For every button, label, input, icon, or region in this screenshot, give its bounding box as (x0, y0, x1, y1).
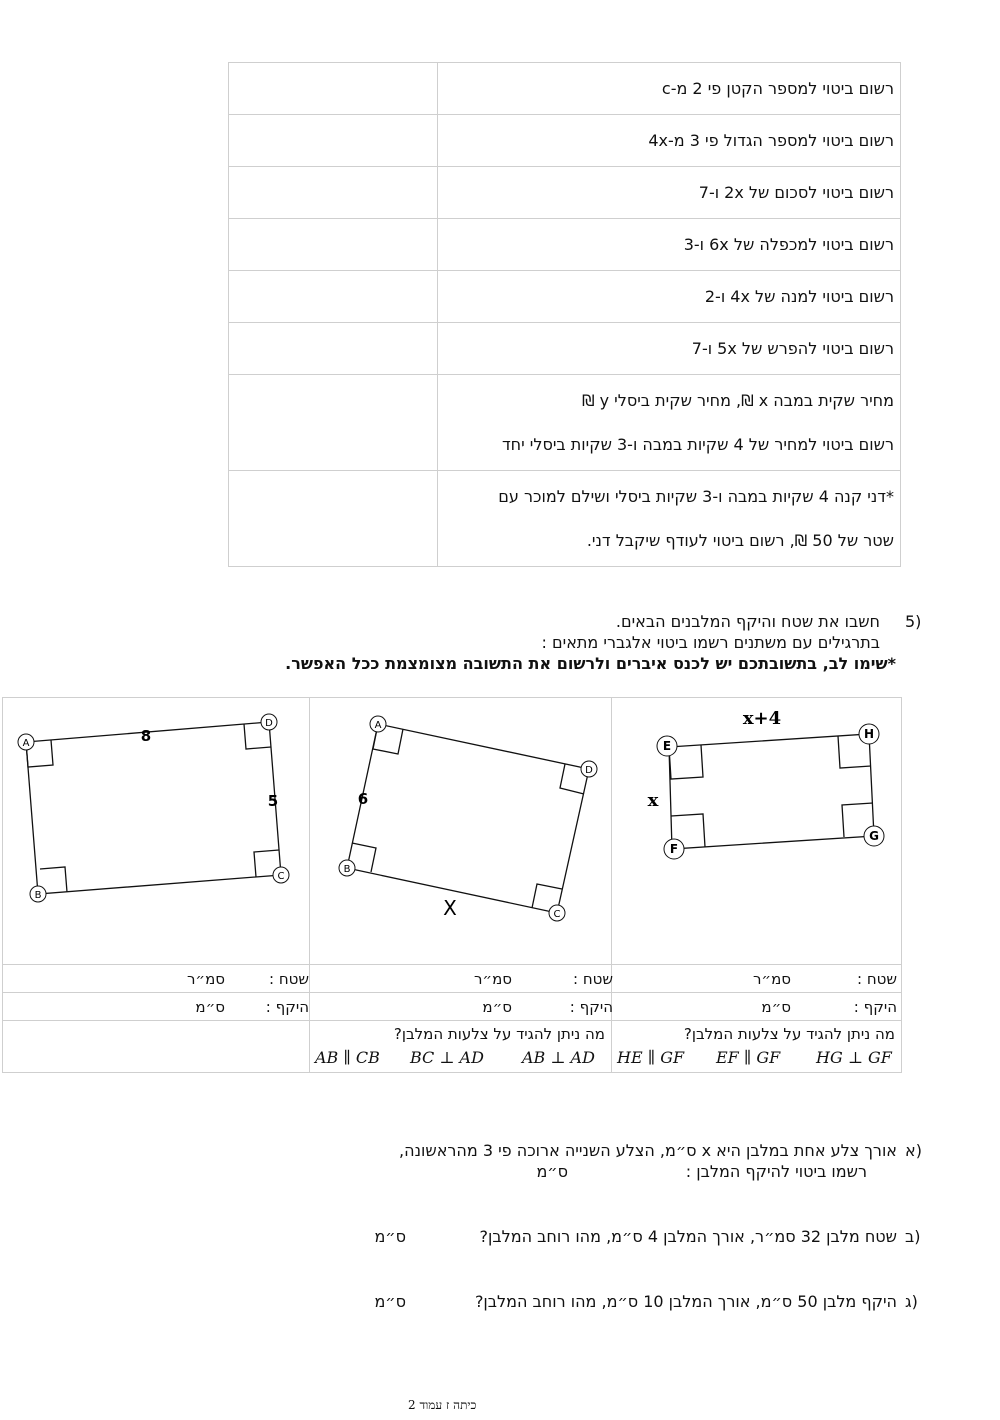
perimeter-unit: ס״מ (482, 998, 512, 1016)
relation-3: AB ⊥ AD (522, 1048, 595, 1067)
vertex-label-g: G (869, 829, 879, 843)
side-label-top: x+4 (742, 708, 782, 729)
sub-question-a-line2: רשמו ביטוי להיקף המלבן : (685, 1162, 867, 1181)
question-cell: רשום ביטוי לסכום של 2x ו-7 (438, 167, 901, 219)
section-title: חשבו את שטח והיקף המלבנים הבאים. (615, 612, 880, 631)
vertex-label-d: D (585, 765, 593, 776)
table-row (229, 167, 901, 219)
area-unit: סמ״ר (186, 970, 225, 988)
area-row (3, 965, 902, 993)
table-row (229, 271, 901, 323)
sides-cell-left[interactable] (3, 1021, 310, 1073)
side-label-left: 6 (357, 790, 369, 808)
vertex-label-d: D (265, 718, 273, 729)
table-row (229, 115, 901, 167)
sub-question-c-text: היקף מלבן 50 ס״מ, אורך המלבן 10 ס״מ, מהו רוחב המלבן? (474, 1292, 897, 1311)
perimeter-row (3, 993, 902, 1021)
question-cell: רשום ביטוי למכפלה של 6x ו-3 (438, 219, 901, 271)
rectangle-figure-left (3, 698, 309, 964)
answer-cell[interactable] (229, 375, 438, 471)
relation-1: HE ∥ GF (617, 1048, 685, 1067)
perimeter-label: היקף : (265, 998, 309, 1016)
section-note: *שימו לב, בתשובתכם יש לכנס איברים ולרשום את התשובה מצומצמת ככל האפשר. (285, 654, 896, 673)
figure-cell-right (612, 698, 902, 965)
sub-question-letter-c: ג) (905, 1292, 918, 1311)
area-unit: סמ״ר (752, 970, 791, 988)
question-number: 5) (905, 612, 922, 631)
sub-question-b-unit: ס״מ (374, 1227, 406, 1246)
vertex-label-b: B (34, 890, 42, 901)
side-label-left: x (647, 790, 659, 811)
vertex-label-e: E (662, 739, 672, 753)
answer-cell[interactable] (229, 115, 438, 167)
answer-cell[interactable] (229, 219, 438, 271)
area-label: שטח : (573, 970, 613, 988)
relation-2: BC ⊥ AD (410, 1048, 484, 1067)
answer-cell[interactable] (229, 271, 438, 323)
vertex-label-a: A (22, 738, 30, 749)
sub-question-letter-b: ב) (905, 1227, 921, 1246)
vertex-label-h: H (863, 727, 875, 741)
relation-3: HG ⊥ GF (816, 1048, 892, 1067)
answer-cell[interactable] (229, 471, 438, 567)
rectangles-table (2, 697, 902, 1073)
table-row (229, 375, 901, 471)
table-row (229, 471, 901, 567)
sub-question-a-line1: אורך צלע אחת במלבן היא x ס״מ, הצלע השנייה ארוכה פי 3 מהראשונה, (399, 1141, 897, 1160)
vertex-label-c: C (277, 871, 285, 882)
perimeter-cell-right[interactable] (612, 993, 902, 1021)
question-cell: רשום ביטוי למספר הקטן פי 2 מ-c (438, 63, 901, 115)
perimeter-cell-left[interactable] (3, 993, 310, 1021)
question-cell: רשום ביטוי למנה של 4x ו-2 (438, 271, 901, 323)
rectangle-figure-middle (310, 698, 611, 964)
sub-question-b-text: שטח מלבן 32 סמ״ר, אורך המלבן 4 ס״מ, מהו רוחב המלבן? (479, 1227, 897, 1246)
answer-cell[interactable] (229, 323, 438, 375)
area-cell-left[interactable] (3, 965, 310, 993)
question-cell: מחיר שקית במבה x ₪, מחיר שקית ביסלי y ₪ רשום ביטוי למחיר של 4 שקיות במבה ו-3 שקיות ביסלי יחד (438, 375, 901, 471)
question-cell: רשום ביטוי למספר הגדול פי 3 מ-4x (438, 115, 901, 167)
area-cell-middle[interactable] (310, 965, 612, 993)
sides-question: מה ניתן להגיד על צלעות המלבן? (393, 1025, 605, 1043)
area-label: שטח : (857, 970, 897, 988)
table-row (229, 219, 901, 271)
area-unit: סמ״ר (473, 970, 512, 988)
area-cell-right[interactable] (612, 965, 902, 993)
perimeter-unit: ס״מ (195, 998, 225, 1016)
question-cell: רשום ביטוי להפרש של 5x ו-7 (438, 323, 901, 375)
figure-cell-middle (310, 698, 612, 965)
figure-cell-left (3, 698, 310, 965)
table-row (229, 63, 901, 115)
side-label-right: 5 (267, 792, 279, 810)
vertex-label-f: F (669, 842, 679, 856)
rectangle-figure-right (612, 698, 901, 964)
perimeter-cell-middle[interactable] (310, 993, 612, 1021)
relation-2: EF ∥ GF (716, 1048, 781, 1067)
answer-cell[interactable] (229, 63, 438, 115)
sides-cell-middle (310, 1021, 612, 1073)
sides-cell-right (612, 1021, 902, 1073)
expressions-table (228, 62, 901, 567)
perimeter-unit: ס״מ (761, 998, 791, 1016)
page-footer: כיתה ז עמוד 2 (408, 1398, 477, 1412)
side-label-bottom: X (443, 896, 457, 920)
sub-question-letter-a: א) (905, 1141, 922, 1160)
area-label: שטח : (269, 970, 309, 988)
sub-question-a-unit: ס״מ (536, 1162, 568, 1181)
figures-row (3, 698, 902, 965)
vertex-label-b: B (343, 864, 351, 875)
side-label-top: 8 (140, 727, 152, 745)
sides-question: מה ניתן להגיד על צלעות המלבן? (683, 1025, 895, 1043)
vertex-label-a: A (374, 720, 382, 731)
sub-question-c-unit: ס״מ (374, 1292, 406, 1311)
sides-row (3, 1021, 902, 1073)
perimeter-label: היקף : (853, 998, 897, 1016)
vertex-label-c: C (553, 909, 561, 920)
relation-1: AB ∥ CB (315, 1048, 380, 1067)
section-instruction: בתרגילים עם משתנים רשמו ביטוי אלגברי מתאים : (541, 633, 880, 652)
question-cell: *דני קנה 4 שקיות במבה ו-3 שקיות ביסלי ושילם למוכר עם שטר של 50 ₪, רשום ביטוי לעודף שיקבל דני. (438, 471, 901, 567)
table-row (229, 323, 901, 375)
perimeter-label: היקף : (569, 998, 613, 1016)
answer-cell[interactable] (229, 167, 438, 219)
